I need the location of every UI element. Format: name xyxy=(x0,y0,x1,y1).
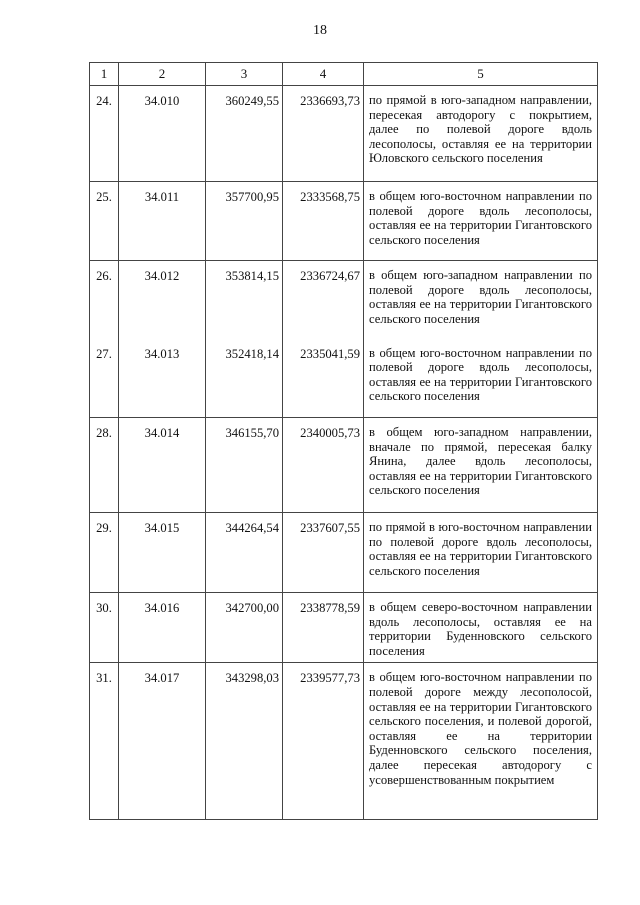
coordinate-y: 2340005,73 xyxy=(283,418,364,513)
table-row xyxy=(90,261,598,339)
row-number: 31. xyxy=(90,663,119,820)
route-description: в общем юго-восточном направлении по полевой дороге вдоль лесополосы, оставляя ее на территории Гигантовского сельского поселения xyxy=(364,339,598,418)
point-code: 34.017 xyxy=(119,663,206,820)
point-code: 34.015 xyxy=(119,513,206,593)
coordinate-y: 2335041,59 xyxy=(283,339,364,418)
coordinate-x: 352418,14 xyxy=(206,339,283,418)
boundary-points-table xyxy=(89,62,598,820)
coordinate-y: 2336693,73 xyxy=(283,86,364,182)
coordinate-x: 343298,03 xyxy=(206,663,283,820)
row-number: 25. xyxy=(90,182,119,261)
row-number: 28. xyxy=(90,418,119,513)
row-number: 24. xyxy=(90,86,119,182)
route-description: в общем юго-восточном направлении по полевой дороге между лесополосой, оставляя ее на территории Гигантовского сельского поселения, и полевой дорогой, оставляя ее на территории Буденновского сельского поселения, далее пересекая автодорогу с усовершенствованным покрытием xyxy=(364,663,598,820)
table-header-row xyxy=(90,63,598,86)
row-number: 30. xyxy=(90,593,119,663)
coordinate-y: 2333568,75 xyxy=(283,182,364,261)
coordinate-y: 2337607,55 xyxy=(283,513,364,593)
route-description: по прямой в юго-восточном направлении по полевой дороге вдоль лесополосы, оставляя ее на территории Гигантовского сельского поселения xyxy=(364,513,598,593)
route-description: в общем юго-западном направлении, вначале по прямой, пересекая балку Янина, далее вдоль лесополосы, оставляя ее на территории Гигантовского сельского поселения xyxy=(364,418,598,513)
coordinate-x: 357700,95 xyxy=(206,182,283,261)
route-description: в общем северо-восточном направлении вдоль лесополосы, оставляя ее на территории Буденновского сельского поселения xyxy=(364,593,598,663)
coordinate-x: 353814,15 xyxy=(206,261,283,339)
route-description: по прямой в юго-западном направлении, пересекая автодорогу с покрытием, далее по полевой дороге вдоль лесополосы, оставляя ее на территории Юловского сельского поселения xyxy=(364,86,598,182)
table-row xyxy=(90,513,598,593)
column-header: 3 xyxy=(206,63,283,86)
coordinate-x: 360249,55 xyxy=(206,86,283,182)
point-code: 34.011 xyxy=(119,182,206,261)
row-number: 29. xyxy=(90,513,119,593)
coordinate-x: 346155,70 xyxy=(206,418,283,513)
point-code: 34.014 xyxy=(119,418,206,513)
coordinate-y: 2339577,73 xyxy=(283,663,364,820)
column-header: 1 xyxy=(90,63,119,86)
column-header: 4 xyxy=(283,63,364,86)
table-row xyxy=(90,593,598,663)
coordinate-x: 342700,00 xyxy=(206,593,283,663)
column-header: 2 xyxy=(119,63,206,86)
row-number: 27. xyxy=(90,339,119,418)
table-row xyxy=(90,86,598,182)
table-row xyxy=(90,663,598,820)
row-number: 26. xyxy=(90,261,119,339)
point-code: 34.016 xyxy=(119,593,206,663)
point-code: 34.013 xyxy=(119,339,206,418)
coordinate-y: 2336724,67 xyxy=(283,261,364,339)
table-row xyxy=(90,418,598,513)
coordinate-x: 344264,54 xyxy=(206,513,283,593)
point-code: 34.010 xyxy=(119,86,206,182)
route-description: в общем юго-западном направлении по полевой дороге вдоль лесополосы, оставляя ее на территории Гигантовского сельского поселения xyxy=(364,261,598,339)
coordinate-y: 2338778,59 xyxy=(283,593,364,663)
page-number: 18 xyxy=(313,23,327,38)
column-header: 5 xyxy=(364,63,598,86)
table-row xyxy=(90,339,598,418)
table-row xyxy=(90,182,598,261)
route-description: в общем юго-восточном направлении по полевой дороге вдоль лесополосы, оставляя ее на территории Гигантовского сельского поселения xyxy=(364,182,598,261)
point-code: 34.012 xyxy=(119,261,206,339)
